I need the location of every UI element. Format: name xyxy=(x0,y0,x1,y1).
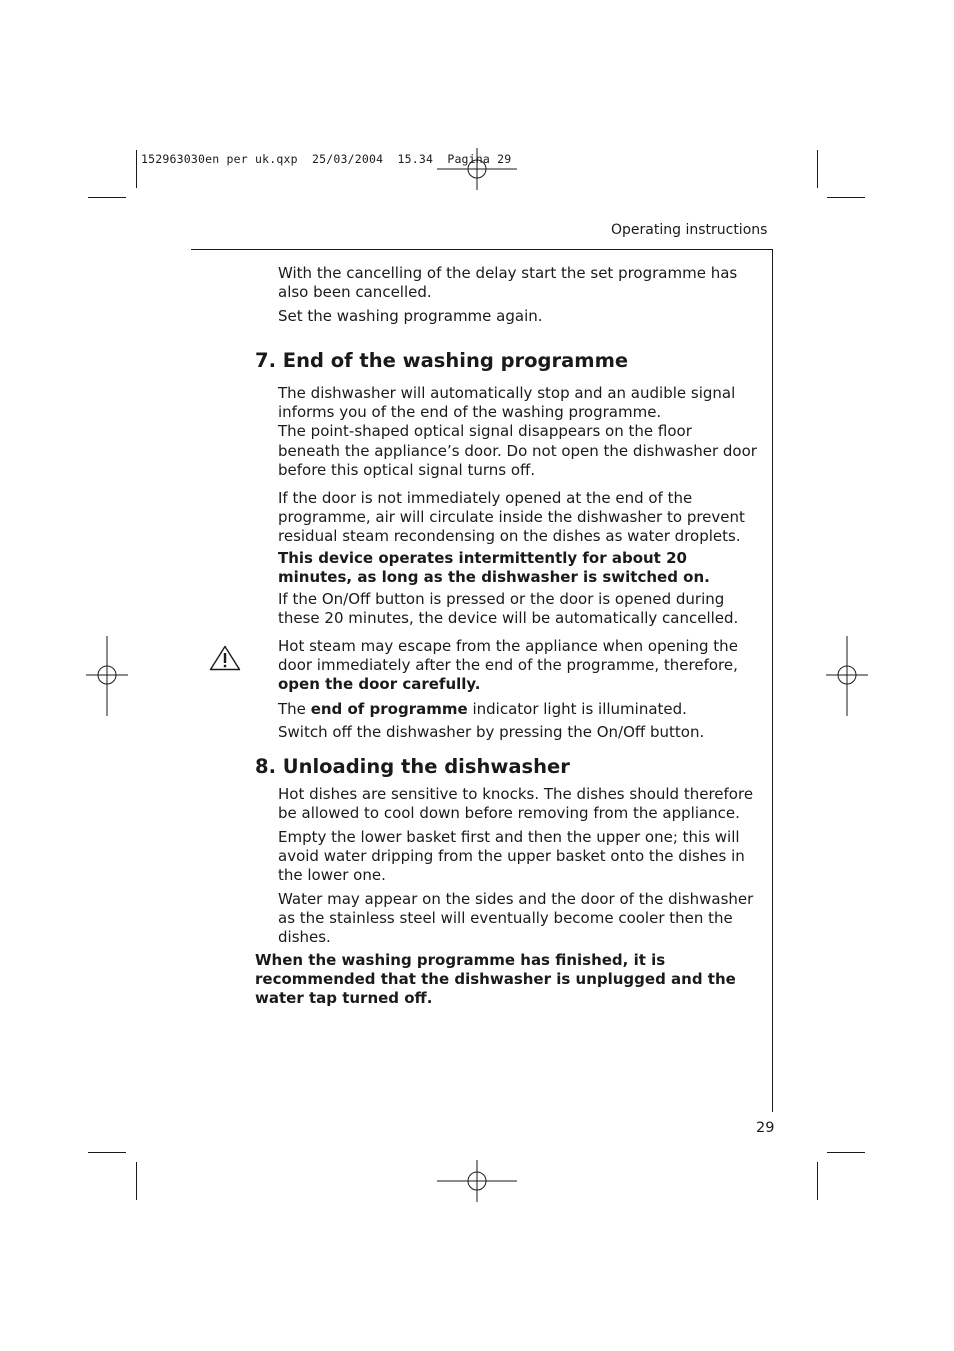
crop-mark-top-left-h xyxy=(88,197,126,198)
crosshair-registration-icon xyxy=(437,148,517,190)
section-8-para-2: Empty the lower basket first and then the upper one; this will avoid water dripping from the upper basket onto the dishes in the lower one. xyxy=(278,828,745,885)
section-7-heading: 7. End of the washing programme xyxy=(255,349,629,372)
running-header: Operating instructions xyxy=(611,222,768,238)
section-7-para-2 xyxy=(278,489,758,547)
section-8-heading: 8. Unloading the dishwasher xyxy=(255,755,570,778)
crop-mark-bottom-right-v xyxy=(817,1162,818,1200)
crop-mark-top-right-h xyxy=(827,197,865,198)
header-rule xyxy=(191,249,773,250)
section-8-para-3: Water may appear on the sides and the door of the dishwasher as the stainless steel will eventually become cooler then the dishes. xyxy=(278,890,754,947)
crosshair-registration-icon xyxy=(437,1160,517,1202)
warning-text-main: Hot steam may escape from the appliance when opening the door immediately after the end of the programme, therefore, xyxy=(278,637,738,675)
crop-mark-bottom-left-h xyxy=(88,1152,126,1153)
warning-text-bold: open the door carefully. xyxy=(278,675,481,694)
section-7-para-1 xyxy=(278,384,758,480)
indicator-post: indicator light is illuminated. xyxy=(472,700,687,718)
crop-mark-top-left-v xyxy=(136,150,137,188)
crop-mark-bottom-left-v xyxy=(136,1162,137,1200)
section-7-para-1-a: The dishwasher will automatically stop and an audible signal informs you of the end of the washing programme. xyxy=(278,384,736,422)
crop-mark-top-right-v xyxy=(817,150,818,188)
section-7-para-2-text: If the door is not immediately opened at the end of the programme, air will circulate inside the dishwasher to prevent residual steam recondensing on the dishes as water droplets. xyxy=(278,489,745,546)
page-number: 29 xyxy=(756,1120,775,1136)
section-7-para-3: If the On/Off button is pressed or the door is opened during these 20 minutes, the device will be automatically cancelled. xyxy=(278,590,739,628)
intro-paragraph: With the cancelling of the delay start the set programme has also been cancelled. xyxy=(278,264,738,302)
section-7-bold-note: This device operates intermittently for about 20 minutes, as long as the dishwasher is switched on. xyxy=(278,549,710,587)
crosshair-registration-icon xyxy=(86,636,128,716)
switch-off-line: Switch off the dishwasher by pressing the On/Off button. xyxy=(278,723,705,741)
warning-text xyxy=(278,637,758,695)
indicator-line xyxy=(278,700,758,719)
intro-instruction: Set the washing programme again. xyxy=(278,307,543,325)
crosshair-registration-icon xyxy=(826,636,868,716)
indicator-bold: end of programme xyxy=(310,700,468,718)
warning-triangle-icon xyxy=(209,645,241,671)
crop-mark-bottom-right-h xyxy=(827,1152,865,1153)
indicator-pre: The xyxy=(278,700,306,718)
section-8-para-1: Hot dishes are sensitive to knocks. The dishes should therefore be allowed to cool down before removing from the appliance. xyxy=(278,785,754,823)
section-7-para-1-b: The point-shaped optical signal disappears on the floor beneath the appliance’s door. Do not open the dishwasher door before this optical signal turns off. xyxy=(278,422,757,479)
printer-slug: 152963030en per uk.qxp 25/03/2004 15.34 Pagina 29 xyxy=(141,152,512,166)
final-recommendation: When the washing programme has finished, it is recommended that the dishwasher is unplugged and the water tap turned off. xyxy=(255,951,736,1008)
